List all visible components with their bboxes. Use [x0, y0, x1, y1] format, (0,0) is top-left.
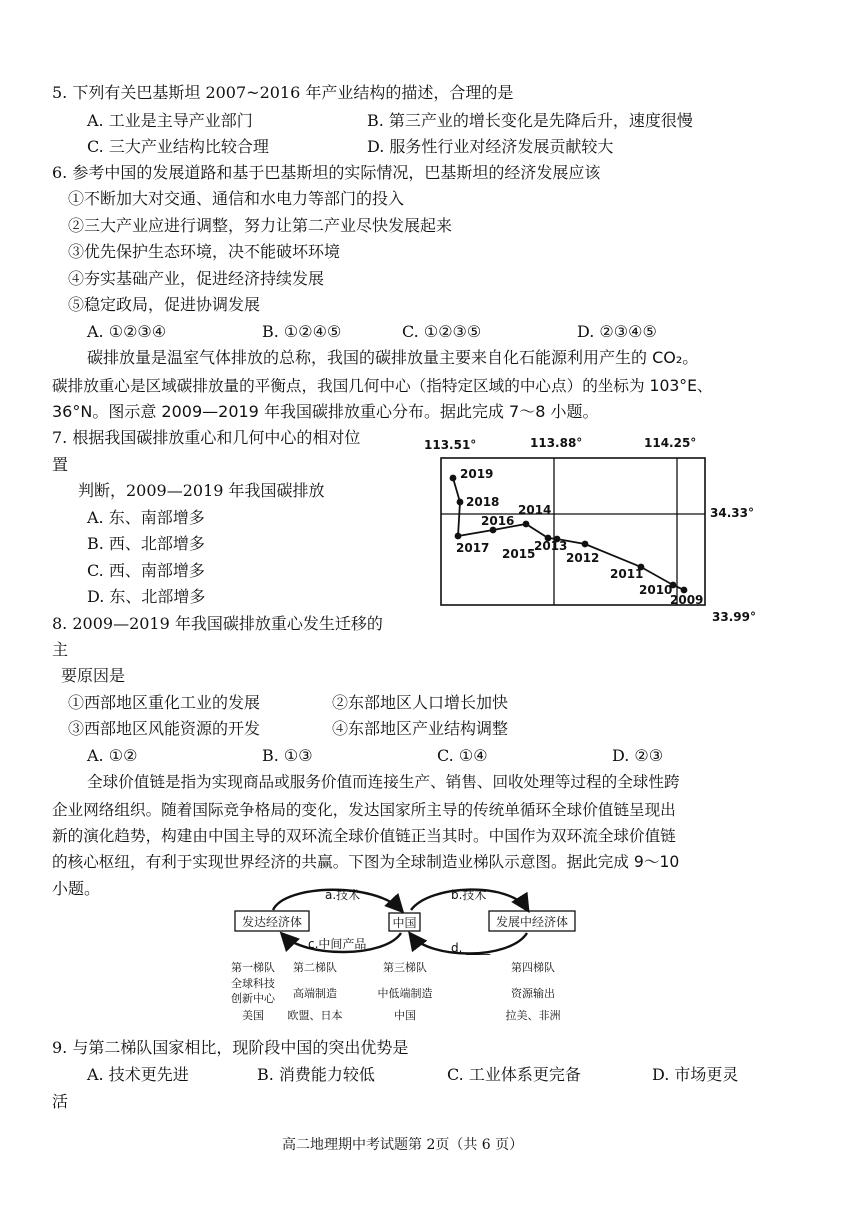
- q9-option-c: C. 工业体系更完备: [447, 1065, 581, 1084]
- tier1-region: 美国: [242, 1009, 264, 1022]
- point-2012: [582, 541, 589, 548]
- tier2-desc: 高端制造: [293, 987, 337, 1000]
- year-label-2019: 2019: [460, 467, 494, 481]
- q5-option-c: C. 三大产业结构比较合理: [87, 137, 269, 156]
- box-developed-label: 发达经济体: [241, 915, 303, 929]
- year-label-2011: 2011: [610, 567, 644, 581]
- q6-item-5: ⑤稳定政局，促进协调发展: [68, 295, 261, 314]
- tier3-region: 中国: [394, 1009, 416, 1022]
- year-label-2016: 2016: [481, 514, 515, 528]
- passage1-line3: 36°N。图示意 2009—2019 年我国碳排放重心分布。据此完成 7～8 小题。: [52, 402, 599, 421]
- year-label-2015: 2015: [502, 547, 536, 561]
- lon-label-1: 113.51°: [424, 438, 477, 452]
- year-label-2009: 2009: [670, 593, 704, 607]
- passage2-line3: 新的演化趋势，构建由中国主导的双环流全球价值链正当其时。中国作为双环流全球价值链: [52, 827, 676, 845]
- tier3-desc: 中低端制造: [377, 987, 433, 1000]
- q5-option-b: B. 第三产业的增长变化是先降后升，速度很慢: [367, 111, 693, 130]
- tier1-desc-line2: 创新中心: [231, 992, 275, 1005]
- q6-option-b: B. ①②④⑤: [262, 322, 342, 341]
- q6-item-4: ④夯实基础产业，促进经济持续发展: [68, 269, 325, 288]
- q7-stem-line3: 判断，2009—2019 年我国碳排放: [78, 481, 325, 500]
- q7-option-d: D. 东、北部增多: [87, 587, 206, 606]
- year-label-2014: 2014: [518, 503, 552, 517]
- q9-option-d: D. 市场更灵: [652, 1065, 739, 1084]
- year-label-2010: 2010: [639, 583, 673, 597]
- q6-stem: 6. 参考中国的发展道路和基于巴基斯坦的实际情况，巴基斯坦的经济发展应该: [52, 163, 601, 182]
- q7-option-c: C. 西、南部增多: [87, 561, 205, 580]
- arrow-c-label: c.中间产品: [308, 937, 367, 951]
- point-2019: [450, 475, 457, 482]
- passage1-line2: 碳排放重心是区域碳排放量的平衡点，我国几何中心（指特定区域的中心点）的坐标为 103°E、: [52, 377, 713, 395]
- q8-item-4: ④东部地区产业结构调整: [332, 719, 509, 738]
- box-china-label: 中国: [392, 916, 417, 930]
- year-label-2017: 2017: [456, 541, 490, 555]
- q5-option-d: D. 服务性行业对经济发展贡献较大: [367, 137, 614, 156]
- q6-option-d: D. ②③④⑤: [577, 322, 657, 341]
- point-2017: [455, 533, 462, 540]
- passage1-line1: 碳排放量是温室气体排放的总称，我国的碳排放量主要来自化石能源利用产生的 CO₂。: [87, 348, 699, 367]
- passage2-line4: 的核心枢纽，有利于实现世界经济的共赢。下图为全球制造业梯队示意图。据此完成 9～10: [52, 853, 680, 871]
- arrow-b-label: b.技术: [451, 888, 487, 902]
- lon-label-3: 114.25°: [644, 436, 697, 450]
- year-label-2018: 2018: [466, 495, 500, 509]
- arrow-d-label: d. ____: [451, 941, 491, 955]
- year-label-2012: 2012: [566, 551, 600, 565]
- point-2014: [523, 521, 530, 528]
- tier3-title: 第三梯队: [383, 961, 427, 974]
- manufacturing-tier-diagram: [225, 880, 585, 1028]
- q8-option-a: A. ①②: [87, 746, 138, 765]
- q8-item-2: ②东部地区人口增长加快: [332, 693, 509, 712]
- point-2018: [457, 499, 464, 506]
- year-label-2013: 2013: [534, 539, 568, 553]
- q6-option-a: A. ①②③④: [87, 322, 167, 341]
- q8-item-1: ①西部地区重化工业的发展: [68, 693, 261, 712]
- passage2-line1: 全球价值链是指为实现商品或服务价值而连接生产、销售、回收处理等过程的全球性跨: [87, 773, 680, 791]
- q8-stem-line3: 要原因是: [61, 666, 126, 685]
- passage2-line2: 企业网络组织。随着国际竞争格局的变化，发达国家所主导的传统单循环全球价值链呈现出: [52, 801, 676, 819]
- lat-label-1: 34.33°: [710, 506, 754, 520]
- q6-option-c: C. ①②③⑤: [402, 322, 482, 341]
- q8-option-b: B. ①③: [262, 746, 313, 765]
- q6-item-3: ③优先保护生态环境，决不能破坏环境: [68, 242, 341, 261]
- q7-option-b: B. 西、北部增多: [87, 534, 205, 553]
- q8-option-d: D. ②③: [612, 746, 664, 765]
- q5-option-a: A. 工业是主导产业部门: [87, 111, 253, 130]
- q8-option-c: C. ①④: [437, 746, 488, 765]
- tier2-region: 欧盟、日本: [287, 1009, 343, 1022]
- q7-stem-line2: 置: [52, 455, 69, 474]
- tier4-title: 第四梯队: [511, 961, 555, 974]
- tier1-title: 第一梯队: [231, 961, 275, 974]
- tier2-title: 第二梯队: [293, 961, 337, 974]
- q9-stem: 9. 与第二梯队国家相比，现阶段中国的突出优势是: [52, 1038, 409, 1057]
- q8-stem-line1: 8. 2009—2019 年我国碳排放重心发生迁移的: [52, 614, 383, 633]
- arrow-a-label: a.技术: [325, 888, 361, 902]
- passage2-line5: 小题。: [52, 879, 101, 898]
- q6-item-1: ①不断加大对交通、通信和水电力等部门的投入: [68, 189, 405, 208]
- q7-stem-line1: 7. 根据我国碳排放重心和几何中心的相对位: [52, 428, 361, 447]
- q8-item-3: ③西部地区风能资源的开发: [68, 719, 261, 738]
- q6-item-2: ②三大产业应进行调整，努力让第二产业尽快发展起来: [68, 216, 453, 235]
- q8-stem-line2: 主: [52, 640, 69, 659]
- q7-option-a: A. 东、南部增多: [87, 508, 205, 527]
- trajectory-points: [450, 475, 688, 594]
- q9-option-a: A. 技术更先进: [87, 1065, 189, 1084]
- lon-label-2: 113.88°: [530, 436, 583, 450]
- q9-option-d-continued: 活: [52, 1092, 69, 1111]
- carbon-center-map: [420, 432, 765, 624]
- tier1-desc-line1: 全球科技: [231, 977, 275, 990]
- box-developing-label: 发展中经济体: [495, 915, 569, 929]
- tier4-region: 拉美、非洲: [505, 1009, 561, 1022]
- q9-option-b: B. 消费能力较低: [257, 1065, 375, 1084]
- q5-stem: 5. 下列有关巴基斯坦 2007~2016 年产业结构的描述，合理的是: [52, 83, 514, 102]
- lat-label-2: 33.99°: [712, 610, 756, 624]
- page-footer: 高二地理期中考试题第 2页（共 6 页）: [282, 1137, 524, 1153]
- tier4-desc: 资源输出: [511, 987, 555, 1000]
